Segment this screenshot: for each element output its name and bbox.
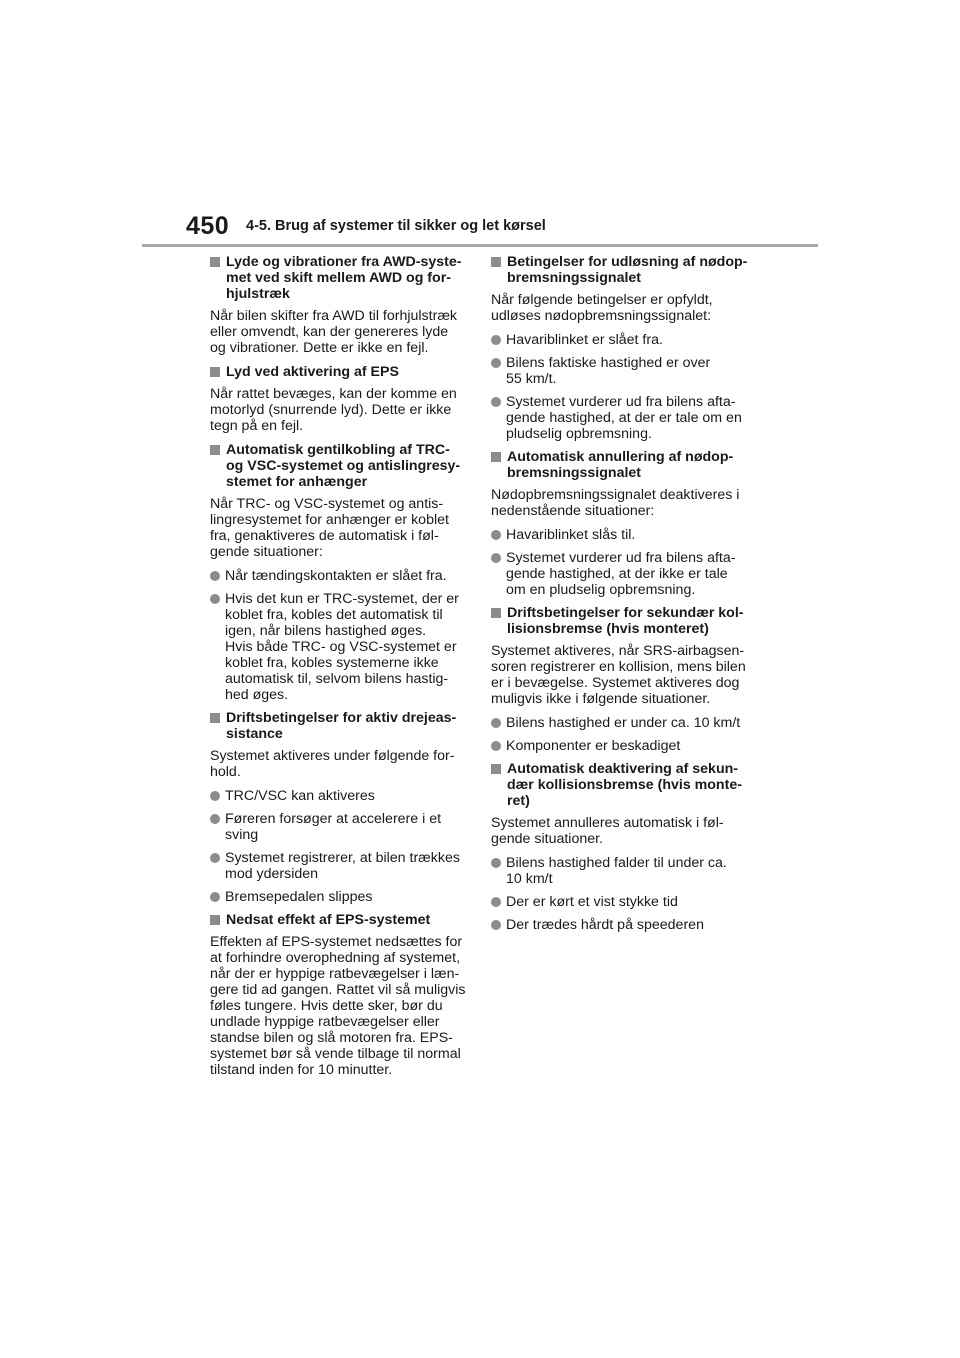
- text-line: koblet fra, kobles det automatisk til: [225, 607, 443, 623]
- text-line: systemet bør så vende tilbage til normal: [210, 1046, 461, 1062]
- text-line: soren registrerer en kollision, mens bilen: [491, 659, 746, 675]
- heading-active-steering-assist: [210, 710, 472, 742]
- text-line: stemet for anhænger: [226, 474, 368, 490]
- text-line: gere tid ad gangen. Rattet vil så muligvis: [210, 982, 466, 998]
- text-line: Systemet vurderer ud fra bilens afta-: [506, 550, 736, 566]
- text-line: sistance: [226, 726, 283, 742]
- text-line: gende situationer:: [210, 544, 323, 560]
- text-line: Der trædes hårdt på speederen: [506, 917, 704, 933]
- text-line: eller omvendt, kan der genereres lyde: [210, 324, 449, 340]
- section-title: 4-5. Brug af systemer til sikker og let kørsel: [246, 218, 546, 234]
- list-item: [491, 715, 753, 731]
- text-line: hjulstræk: [226, 286, 290, 302]
- text-line: Føreren forsøger at accelerere i et: [225, 811, 442, 827]
- list-item: [491, 894, 753, 910]
- paragraph-awd-sounds: [210, 308, 472, 356]
- text-line: Systemet aktiveres, når SRS-airbagsen-: [491, 643, 745, 659]
- text-line: Når TRC- og VSC-systemet og antis-: [210, 496, 444, 512]
- round-bullet-icon: [491, 530, 501, 540]
- text-line: Betingelser for udløsning af nødop-: [507, 254, 748, 270]
- list-item: [491, 738, 753, 754]
- round-bullet-icon: [210, 571, 220, 581]
- list-item: [491, 527, 753, 543]
- text-line: lingresystemet for anhænger er koblet: [210, 512, 449, 528]
- text-line: undlade hyppige ratbevægelser eller: [210, 1014, 440, 1030]
- heading-reduced-eps: [210, 912, 472, 928]
- text-line: Havariblinket slås til.: [506, 527, 636, 543]
- list-item: [491, 355, 753, 387]
- text-line: Driftsbetingelser for sekundær kol-: [507, 605, 744, 621]
- heading-eps-sound: [210, 364, 472, 380]
- header-divider: [142, 244, 818, 247]
- text-line: Hvis både TRC- og VSC-systemet er: [225, 639, 457, 655]
- text-line: gende hastighed, at der ikke er tale: [506, 566, 728, 582]
- text-line: Der er kørt et vist stykke tid: [506, 894, 678, 910]
- text-line: motorlyd (snurrende lyd). Dette er ikke: [210, 402, 452, 418]
- square-bullet-icon: [210, 915, 220, 925]
- round-bullet-icon: [210, 892, 220, 902]
- text-line: Automatisk annullering af nødop-: [507, 449, 734, 465]
- text-line: igen, når bilens hastighed øges.: [225, 623, 427, 639]
- text-line: Nedsat effekt af EPS-systemet: [226, 912, 431, 928]
- round-bullet-icon: [491, 920, 501, 930]
- text-line: Bilens faktiske hastighed er over: [506, 355, 711, 371]
- text-line: Når rattet bevæges, kan der komme en: [210, 386, 457, 402]
- text-line: bremsningssignalet: [507, 465, 642, 481]
- text-line: Lyd ved aktivering af EPS: [226, 364, 399, 380]
- text-line: Når tændingskontakten er slået fra.: [225, 568, 447, 584]
- text-line: muligvis ikke i følgende situationer.: [491, 691, 711, 707]
- text-line: Effekten af EPS-systemet nedsættes for: [210, 934, 463, 950]
- heading-emergency-brake-signal: [491, 254, 753, 286]
- paragraph-reduced-eps: [210, 934, 472, 1078]
- right-column: [491, 254, 753, 940]
- text-line: gende hastighed, at der er tale om en: [506, 410, 742, 426]
- text-line: Nødopbremsningssignalet deaktiveres i: [491, 487, 740, 503]
- list-item: [210, 568, 472, 584]
- text-line: Komponenter er beskadiget: [506, 738, 681, 754]
- text-line: Hvis det kun er TRC-systemet, der er: [225, 591, 459, 607]
- list-item: [210, 788, 472, 804]
- round-bullet-icon: [491, 553, 501, 563]
- text-line: føles tungere. Hvis dette sker, bør du: [210, 998, 443, 1014]
- round-bullet-icon: [210, 814, 220, 824]
- round-bullet-icon: [491, 335, 501, 345]
- page-number: 450: [186, 212, 230, 240]
- paragraph-active-steering-assist: [210, 748, 472, 780]
- text-line: hed øges.: [225, 687, 289, 703]
- text-line: lisionsbremse (hvis monteret): [507, 621, 709, 637]
- list-item: [491, 917, 753, 933]
- square-bullet-icon: [491, 608, 501, 618]
- text-line: dær kollisionsbremse (hvis monte-: [507, 777, 742, 793]
- text-line: om en pludselig opbremsning.: [506, 582, 696, 598]
- square-bullet-icon: [491, 452, 501, 462]
- text-line: nedenstående situationer:: [491, 503, 655, 519]
- heading-secondary-brake-deactivation: [491, 761, 753, 809]
- heading-emergency-brake-cancel: [491, 449, 753, 481]
- square-bullet-icon: [491, 764, 501, 774]
- text-line: bremsningssignalet: [507, 270, 642, 286]
- round-bullet-icon: [491, 397, 501, 407]
- heading-secondary-collision-brake: [491, 605, 753, 637]
- paragraph-trc-vsc-reconnect: [210, 496, 472, 560]
- text-line: når der er hyppige ratbevægelser i læn-: [210, 966, 460, 982]
- text-line: Lyde og vibrationer fra AWD-syste-: [226, 254, 462, 270]
- text-line: sving: [225, 827, 259, 843]
- text-line: Systemet annulleres automatisk i føl-: [491, 815, 724, 831]
- text-line: gende situationer.: [491, 831, 604, 847]
- list-item: [491, 332, 753, 348]
- list-item: [210, 850, 472, 882]
- text-line: hold.: [210, 764, 241, 780]
- paragraph-secondary-collision-brake: [491, 643, 753, 707]
- text-line: Automatisk deaktivering af sekun-: [507, 761, 739, 777]
- square-bullet-icon: [210, 713, 220, 723]
- text-line: tegn på en fejl.: [210, 418, 304, 434]
- paragraph-emergency-brake-signal: [491, 292, 753, 324]
- text-line: Automatisk gentilkobling af TRC-: [226, 442, 450, 458]
- text-line: 55 km/t.: [506, 371, 557, 387]
- text-line: Bilens hastighed er under ca. 10 km/t: [506, 715, 741, 731]
- text-line: TRC/VSC kan aktiveres: [225, 788, 375, 804]
- text-line: og VSC-systemet og antislingresy-: [226, 458, 461, 474]
- list-item: [210, 811, 472, 843]
- round-bullet-icon: [210, 853, 220, 863]
- text-line: Når bilen skifter fra AWD til forhjulstræk: [210, 308, 458, 324]
- page-header: [186, 212, 826, 248]
- text-line: standse bilen og slå motoren fra. EPS-: [210, 1030, 453, 1046]
- paragraph-emergency-brake-cancel: [491, 487, 753, 519]
- text-line: ret): [507, 793, 530, 809]
- square-bullet-icon: [491, 257, 501, 267]
- round-bullet-icon: [491, 897, 501, 907]
- square-bullet-icon: [210, 445, 220, 455]
- text-line: og vibrationer. Dette er ikke en fejl.: [210, 340, 429, 356]
- text-line: Havariblinket er slået fra.: [506, 332, 663, 348]
- text-line: Systemet aktiveres under følgende for-: [210, 748, 455, 764]
- round-bullet-icon: [210, 791, 220, 801]
- list-item: [491, 394, 753, 442]
- text-line: Driftsbetingelser for aktiv drejeas-: [226, 710, 457, 726]
- round-bullet-icon: [210, 594, 220, 604]
- text-line: pludselig opbremsning.: [506, 426, 652, 442]
- list-item: [210, 591, 472, 703]
- round-bullet-icon: [491, 858, 501, 868]
- text-line: udløses nødopbremsningssignalet:: [491, 308, 712, 324]
- text-line: Bilens hastighed falder til under ca.: [506, 855, 727, 871]
- text-line: Bremsepedalen slippes: [225, 889, 373, 905]
- round-bullet-icon: [491, 741, 501, 751]
- heading-trc-vsc-reconnect: [210, 442, 472, 490]
- round-bullet-icon: [491, 358, 501, 368]
- text-line: Systemet registrerer, at bilen trækkes: [225, 850, 460, 866]
- round-bullet-icon: [491, 718, 501, 728]
- text-line: er i bevægelse. Systemet aktiveres dog: [491, 675, 740, 691]
- paragraph-secondary-brake-deactivation: [491, 815, 753, 847]
- list-item: [491, 550, 753, 598]
- text-line: automatisk til, selvom bilens hastig-: [225, 671, 449, 687]
- text-line: Systemet vurderer ud fra bilens afta-: [506, 394, 736, 410]
- list-item: [491, 855, 753, 887]
- text-line: koblet fra, kobles systemerne ikke: [225, 655, 439, 671]
- left-column: [210, 254, 472, 1086]
- text-line: met ved skift mellem AWD og for-: [226, 270, 451, 286]
- square-bullet-icon: [210, 367, 220, 377]
- paragraph-eps-sound: [210, 386, 472, 434]
- text-line: fra, genaktiveres de automatisk i føl-: [210, 528, 439, 544]
- text-line: at forhindre overophedning af systemet,: [210, 950, 461, 966]
- square-bullet-icon: [210, 257, 220, 267]
- text-line: tilstand inden for 10 minutter.: [210, 1062, 393, 1078]
- text-line: mod ydersiden: [225, 866, 319, 882]
- text-line: Når følgende betingelser er opfyldt,: [491, 292, 713, 308]
- heading-awd-sounds: [210, 254, 472, 302]
- text-line: 10 km/t: [506, 871, 553, 887]
- list-item: [210, 889, 472, 905]
